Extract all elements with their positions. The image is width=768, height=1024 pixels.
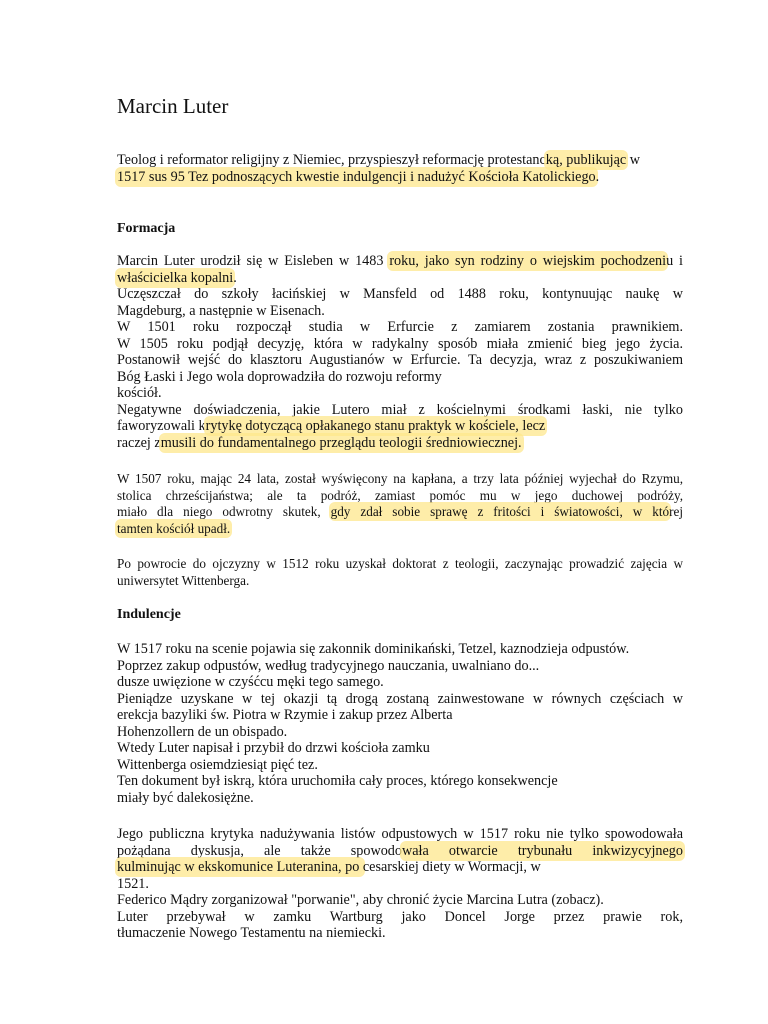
text-line xyxy=(117,435,683,452)
text-segment: miało dla niego odwrotny skutek, xyxy=(117,504,331,519)
text-line xyxy=(117,319,683,336)
text-segment: Wittenberga osiemdziesiąt pięć tez. xyxy=(117,756,318,773)
text-line xyxy=(117,826,683,843)
text-line xyxy=(117,504,683,521)
powrot-paragraph xyxy=(117,556,683,589)
text-segment: Po powrocie do ojczyzny w 1512 roku uzyskał doktorat z teologii, zaczynając prowadzić zajęcia w xyxy=(117,556,683,571)
text-segment: cesarskiej diety w Wormacji, w xyxy=(362,859,541,875)
text-line xyxy=(117,303,683,320)
text-line xyxy=(117,658,683,675)
text-segment: . xyxy=(233,269,237,286)
highlighted-text: 1517 sus 95 Tez podnoszących kwestie indulgencji i nadużyć Kościoła Katolickiego xyxy=(117,168,596,185)
text-line xyxy=(117,674,683,691)
indulencje-paragraph xyxy=(117,641,683,806)
text-segment: faworyzowali k xyxy=(117,418,206,434)
text-line xyxy=(117,724,683,741)
highlighted-text: kulminując w ekskomunice Luteranina, po xyxy=(117,859,363,875)
text-segment: W 1507 roku, mając 24 lata, został wyświęcony na kapłana, a trzy lata później wyjechał do Rzymu, xyxy=(117,471,683,486)
text-line xyxy=(117,471,683,488)
text-segment: W 1517 roku na scenie pojawia się zakonnik dominikański, Tetzel, kaznodzieja odpustów. xyxy=(117,641,630,657)
text-segment: miały być dalekosiężne. xyxy=(117,789,254,806)
text-segment: tłumaczenie Nowego Testamentu na niemiecki. xyxy=(117,925,386,941)
text-segment: 1521. xyxy=(117,875,149,892)
text-line xyxy=(117,286,683,303)
krytyka-paragraph xyxy=(117,826,683,942)
text-line xyxy=(117,892,683,909)
text-segment: w xyxy=(626,152,640,168)
text-segment: Hohenzollern de un obispado. xyxy=(117,723,288,740)
text-segment: Jego publiczna krytyka nadużywania listów odpustowych w 1517 roku nie tylko spowodowała xyxy=(117,826,683,842)
text-segment: stolica chrześcijaństwa; ale ta podróż, zamiast pomóc mu w jego duchowej podróży, xyxy=(117,487,683,503)
text-line xyxy=(117,641,683,658)
text-segment: Teolog i reformator religijny z Niemiec, przyspieszył reformację protestanc xyxy=(117,152,546,168)
highlighted-text: roku, jako syn rodziny o wiejskim pochodzeni xyxy=(389,253,667,269)
text-line xyxy=(117,859,683,876)
highlighted-text: właścicielka kopalni xyxy=(117,269,234,286)
text-segment: kościół. xyxy=(117,385,162,401)
intro-paragraph xyxy=(117,152,683,185)
text-line xyxy=(117,402,683,419)
text-segment: Postanowił wejść do klasztoru Augustianów w Erfurcie. Ta decyzja, wraz z poszukiwaniem xyxy=(117,352,683,368)
text-line xyxy=(117,790,683,807)
text-line xyxy=(117,521,683,538)
text-line xyxy=(117,253,683,270)
highlighted-text: musili do fundamentalnego przeglądu teologii średniowiecznej. xyxy=(160,434,522,451)
text-segment: Magdeburg, a następnie w Eisenach. xyxy=(117,302,325,319)
text-line xyxy=(117,876,683,893)
section-heading-formacja: Formacja xyxy=(117,221,176,236)
text-segment: Ten dokument był iskrą, która uruchomiła cały proces, którego konsekwencje xyxy=(117,773,558,789)
highlighted-text: gdy zdał sobie sprawę z fritości i światowości, w któ xyxy=(330,504,670,519)
text-line xyxy=(117,707,683,724)
text-segment: dusze uwięzione w czyśćcu męki tego samego. xyxy=(117,674,384,690)
formacja-paragraph xyxy=(117,253,683,451)
text-segment: rej xyxy=(669,504,683,519)
text-segment: . xyxy=(595,168,600,185)
section-heading-indulencje: Indulencje xyxy=(117,607,181,622)
text-line xyxy=(117,843,683,860)
highlighted-text: rytykę dotyczącą opłakanego stanu praktyk w kościele, lecz xyxy=(205,418,546,434)
text-line xyxy=(117,369,683,386)
text-line xyxy=(117,773,683,790)
text-segment: Negatywne doświadczenia, jakie Lutero miał z kościelnymi środkami łaski, nie tylko xyxy=(117,401,683,418)
text-segment: Marcin Luter urodził się w Eisleben w 1483 xyxy=(117,253,390,269)
text-line xyxy=(117,909,683,926)
text-line xyxy=(117,336,683,353)
text-line xyxy=(117,691,683,708)
text-line xyxy=(117,270,683,287)
text-segment: Poprzez zakup odpustów, według tradycyjnego nauczania, uwalniano do... xyxy=(117,657,540,674)
highlighted-text: wała otwarcie trybunału inkwizycyjnego xyxy=(401,842,683,859)
text-line xyxy=(117,488,683,505)
text-segment: Bóg Łaski i Jego wola doprowadziła do rozwoju reformy xyxy=(117,368,442,385)
page-title: Marcin Luter xyxy=(117,94,229,118)
text-segment: W 1501 roku rozpoczął studia w Erfurcie z zamiarem zostania prawnikiem. xyxy=(117,319,683,335)
text-segment: Wtedy Luter napisał i przybił do drzwi kościoła zamku xyxy=(117,740,430,756)
rzym-paragraph xyxy=(117,471,683,537)
text-segment: Luter przebywał w zamku Wartburg jako Doncel Jorge przez prawie rok, xyxy=(117,908,683,925)
text-line xyxy=(117,152,683,169)
text-line xyxy=(117,556,683,573)
text-segment: Federico Mądry zorganizował "porwanie", aby chronić życie Marcina Lutra (zobacz). xyxy=(117,892,604,908)
text-line xyxy=(117,352,683,369)
text-line xyxy=(117,385,683,402)
text-line xyxy=(117,169,683,186)
text-segment: W 1505 roku podjął decyzję, która w radykalny sposób miała zmienić bieg jego życia. xyxy=(117,335,683,352)
text-segment: erekcja bazyliki św. Piotra w Rzymie i zakup przez Alberta xyxy=(117,707,453,723)
text-segment: Pieniądze uzyskane w tej okazji tą drogą zostaną zainwestowane w równych częściach w xyxy=(117,690,683,707)
text-segment: pożądana dyskusja, ale także spowodo xyxy=(117,842,402,859)
text-segment: uniwersytet Wittenberga. xyxy=(117,572,250,588)
text-segment: u i xyxy=(666,253,683,269)
text-line xyxy=(117,418,683,435)
highlighted-text: tamten kościół upadł. xyxy=(117,520,231,536)
text-segment: Uczęszczał do szkoły łacińskiej w Mansfeld od 1488 roku, kontynuując naukę w xyxy=(117,286,683,302)
text-line xyxy=(117,925,683,942)
text-line xyxy=(117,757,683,774)
text-line xyxy=(117,573,683,590)
highlighted-text: ką, publikując xyxy=(545,152,627,168)
text-segment: raczej z xyxy=(117,434,161,451)
text-line xyxy=(117,740,683,757)
